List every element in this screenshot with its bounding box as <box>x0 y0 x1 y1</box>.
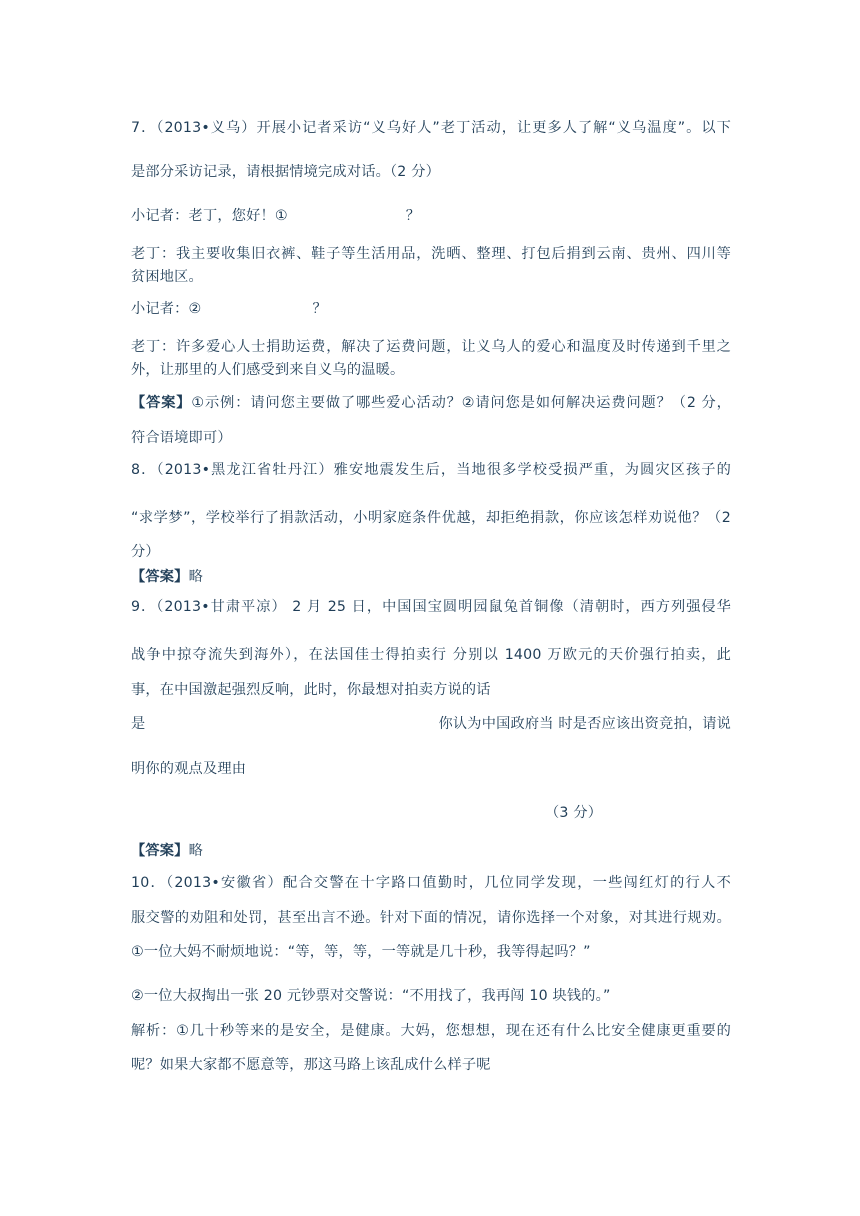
q9-stem-line-3: 事，在中国激起强烈反响，此时，你最想对拍卖方说的话 <box>131 682 491 698</box>
q9-stem-line-1: 9．（2013•甘肃平凉） 2 月 25 日，中国国宝圆明园鼠兔首铜像（清朝时，西方列强侵华 <box>131 599 731 615</box>
q10-stem-line-2: 服交警的劝阻和处罚，甚至出言不逊。针对下面的情况，请你选择一个对象，对其进行规劝。 <box>131 910 731 926</box>
q7-dialogue-laoding-1-line-1: 老丁：我主要收集旧衣裤、鞋子等生活用品，洗晒、整理、打包后捐到云南、贵州、四川等 <box>131 246 731 262</box>
q10-analysis-line-2: 呢？如果大家都不愿意等，那这马路上该乱成什么样子呢 <box>131 1057 491 1073</box>
q7-dialogue-laoding-2-line-2: 外，让那里的人们感受到来自义乌的温暖。 <box>131 362 405 378</box>
q7-blank-2-mark: ？ <box>312 301 327 317</box>
q7-stem-line-1: 7．（2013•义乌）开展小记者采访“义乌好人”老丁活动，让更多人了解“义乌温度”。以下 <box>131 120 731 136</box>
q7-dialogue-laoding-2-line-1: 老丁：许多爱心人士捐助运费，解决了运费问题，让义乌人的爱心和温度及时传递到千里之 <box>131 339 731 355</box>
q9-answer-label: 【答案】 <box>131 843 189 859</box>
q8-stem-line-2: “求学梦”，学校举行了捐款活动，小明家庭条件优越，却拒绝捐款，你应该怎样劝说他？（2 <box>131 510 731 526</box>
q7-dialogue-reporter-1 <box>131 205 731 227</box>
q9-score: （3 分） <box>545 805 603 821</box>
q10-item-1: ①一位大妈不耐烦地说：“等，等，等，一等就是几十秒，我等得起吗？” <box>131 944 591 960</box>
q7-answer-label: 【答案】 <box>131 395 192 411</box>
q9-stem-line-4 <box>131 713 731 735</box>
q7-dialogue-reporter-1-text: 小记者：老丁，您好！① <box>131 208 288 224</box>
q9-stem-line-4-left: 是 <box>131 716 146 732</box>
q7-blank-1-mark: ？ <box>405 208 421 224</box>
q9-answer-text: 略 <box>188 843 203 859</box>
q8-stem-line-3: 分） <box>131 544 160 560</box>
q10-item-2: ②一位大叔掏出一张 20 元钞票对交警说：“不用找了，我再闯 10 块钱的。” <box>131 988 611 1004</box>
q8-answer-text: 略 <box>188 569 203 585</box>
q7-dialogue-laoding-1-line-2: 贫困地区。 <box>131 269 203 285</box>
q7-answer-text-1: ①示例：请问您主要做了哪些爱心活动？②请问您是如何解决运费问题？（2 分， <box>191 395 731 411</box>
q9-answer <box>131 840 731 862</box>
q7-dialogue-reporter-2-text: 小记者：② <box>131 301 202 317</box>
q8-answer-label: 【答案】 <box>131 569 189 585</box>
q9-stem-line-4-right: 你认为中国政府当 时是否应该出资竞拍，请说 <box>438 716 731 732</box>
q7-answer-line-2: 符合语境即可） <box>131 430 232 446</box>
q8-answer <box>131 566 731 588</box>
q10-stem-line-1: 10．（2013•安徽省）配合交警在十字路口值勤时，几位同学发现，一些闯红灯的行人不 <box>131 875 731 891</box>
q7-dialogue-reporter-2 <box>131 298 731 320</box>
q10-analysis-line-1: 解析：①几十秒等来的是安全，是健康。大妈，您想想，现在还有什么比安全健康更重要的 <box>131 1023 731 1039</box>
q9-stem-line-5: 明你的观点及理由 <box>131 761 247 777</box>
q9-stem-line-2: 战争中掠夺流失到海外），在法国佳士得拍卖行 分别以 1400 万欧元的天价强行拍卖，此 <box>131 647 731 663</box>
q7-answer-line-1 <box>131 392 731 414</box>
q8-stem-line-1: 8．（2013•黑龙江省牡丹江）雅安地震发生后，当地很多学校受损严重，为圆灾区孩子的 <box>131 462 731 478</box>
q7-stem-line-2: 是部分采访记录，请根据情境完成对话。（2 分） <box>131 164 440 180</box>
